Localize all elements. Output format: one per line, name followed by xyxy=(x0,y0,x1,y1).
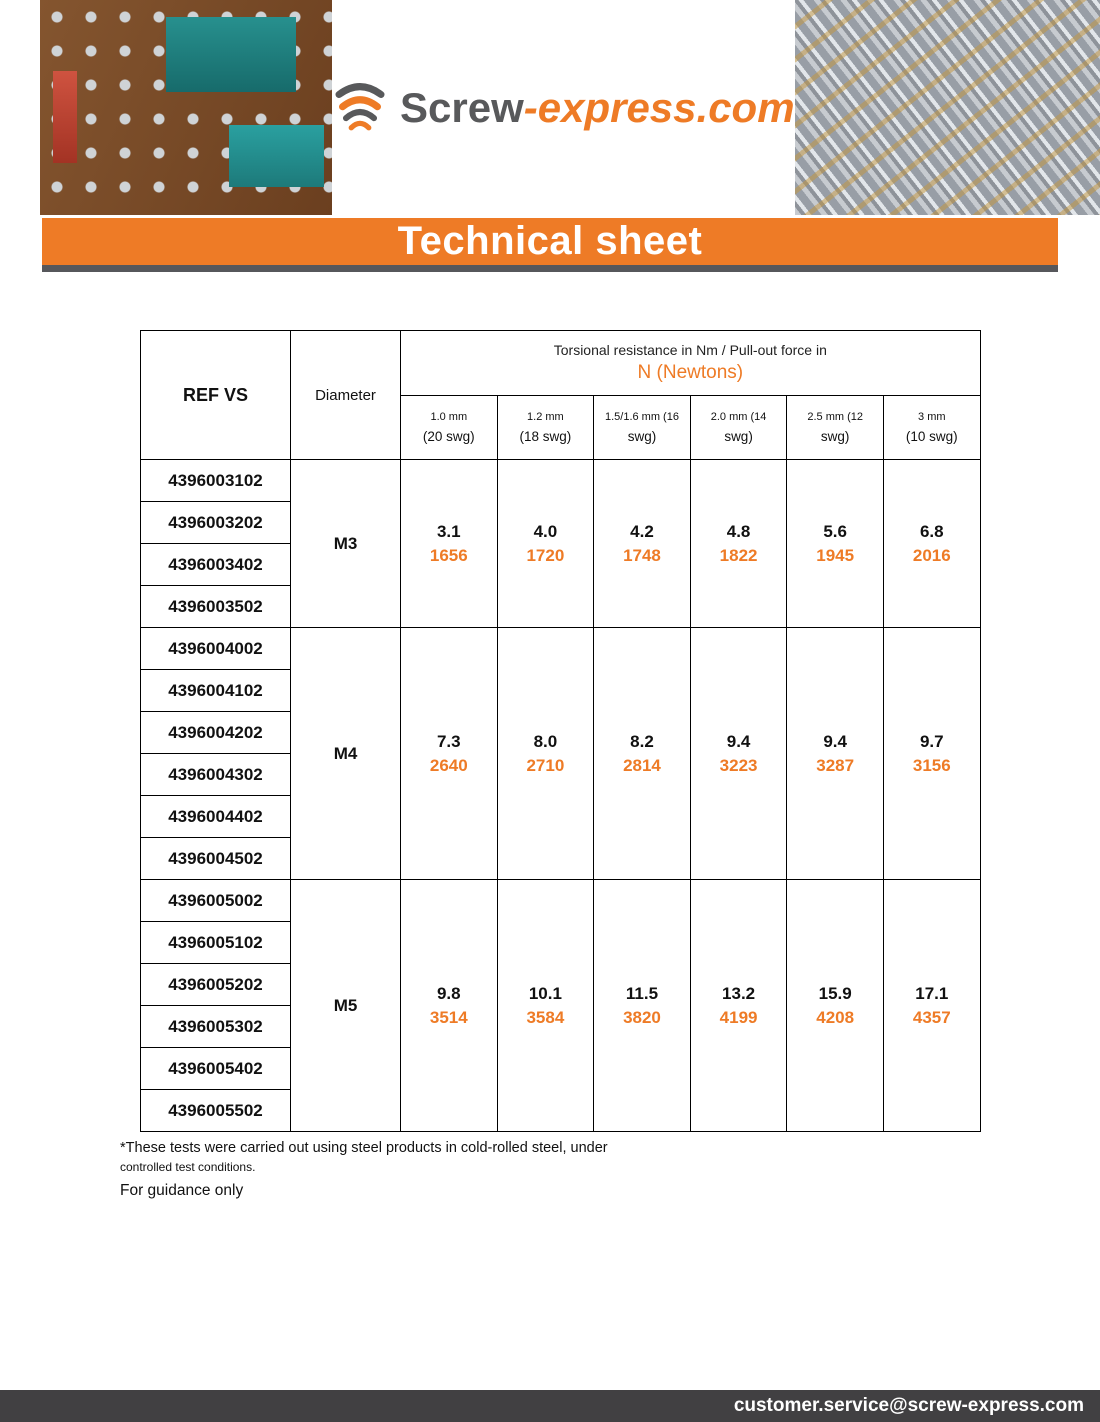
swg-label: (20 swg) xyxy=(422,429,475,444)
workbench-photo xyxy=(40,0,332,215)
value-cell xyxy=(690,880,787,1132)
pullout-value: 3820 xyxy=(623,1007,661,1027)
title-banner xyxy=(42,218,1058,272)
col-header-ref: REF VS xyxy=(141,331,291,460)
footnotes xyxy=(120,1140,608,1200)
ref-cell: 4396003102 xyxy=(141,460,291,502)
value-cell xyxy=(594,628,691,880)
swg-label: swg) xyxy=(724,429,753,444)
torque-value: 3.1 xyxy=(436,521,461,541)
torque-value: 11.5 xyxy=(625,983,659,1003)
footnote-line2: controlled test conditions. xyxy=(120,1160,256,1174)
table-header-row xyxy=(141,331,981,396)
ref-cell: 4396005002 xyxy=(141,880,291,922)
torque-value: 9.8 xyxy=(436,983,461,1003)
pullout-value: 4208 xyxy=(816,1007,855,1027)
torque-value: 9.4 xyxy=(726,731,751,751)
pullout-value: 3223 xyxy=(719,755,758,775)
ref-cell: 4396004402 xyxy=(141,796,291,838)
logo xyxy=(332,0,795,215)
col-header-thickness-5 xyxy=(787,396,884,460)
torque-value: 6.8 xyxy=(919,521,944,541)
value-cell xyxy=(497,460,594,628)
value-cell xyxy=(690,460,787,628)
swg-label: swg) xyxy=(820,429,850,444)
pullout-value: 3584 xyxy=(526,1007,565,1027)
footnote-line1: *These tests were carried out using steel products in cold-rolled steel, under xyxy=(120,1140,608,1156)
torque-value: 4.0 xyxy=(533,521,558,541)
table-row xyxy=(141,880,981,922)
span-header-line1: Torsional resistance in Nm / Pull-out force in xyxy=(553,342,827,358)
contact-email: customer.service@screw-express.com xyxy=(733,1395,1084,1416)
header xyxy=(40,0,1058,215)
pullout-value: 1945 xyxy=(816,545,855,565)
pullout-value: 4199 xyxy=(719,1007,758,1027)
thickness-label: 2.0 mm (14 xyxy=(710,411,767,423)
pullout-value: 2710 xyxy=(526,755,565,775)
value-cell xyxy=(690,628,787,880)
value-cell xyxy=(883,880,980,1132)
pullout-value: 2016 xyxy=(912,545,951,565)
logo-brand-dark: Screw xyxy=(400,83,524,131)
ref-cell: 4396004102 xyxy=(141,670,291,712)
ref-cell: 4396005402 xyxy=(141,1048,291,1090)
torque-value: 5.6 xyxy=(823,521,847,541)
ref-cell: 4396003202 xyxy=(141,502,291,544)
thickness-label: 1.0 mm xyxy=(430,411,468,423)
pullout-value: 3156 xyxy=(912,755,951,775)
col-header-thickness-1 xyxy=(401,396,498,460)
col-header-thickness-6 xyxy=(883,396,980,460)
ref-cell: 4396005102 xyxy=(141,922,291,964)
col-header-thickness-3 xyxy=(594,396,691,460)
value-cell xyxy=(401,460,498,628)
pullout-value: 1720 xyxy=(526,545,565,565)
pullout-value: 3514 xyxy=(429,1007,468,1027)
col-header-diameter: Diameter xyxy=(291,331,401,460)
footnote-line3: For guidance only xyxy=(120,1182,244,1199)
ref-cell: 4396004002 xyxy=(141,628,291,670)
thickness-label: 3 mm xyxy=(918,411,946,423)
torque-value: 9.7 xyxy=(919,731,944,751)
value-cell xyxy=(594,880,691,1132)
page-title: Technical sheet xyxy=(397,219,703,263)
ref-cell: 4396005302 xyxy=(141,1006,291,1048)
swg-label: (18 swg) xyxy=(519,429,572,444)
value-cell xyxy=(787,460,884,628)
value-cell xyxy=(883,460,980,628)
diameter-cell: M4 xyxy=(291,628,401,880)
value-cell xyxy=(497,880,594,1132)
pullout-value: 1748 xyxy=(623,545,661,565)
ref-cell: 4396005202 xyxy=(141,964,291,1006)
pullout-value: 4357 xyxy=(912,1007,951,1027)
pullout-value: 3287 xyxy=(816,755,855,775)
value-cell xyxy=(401,628,498,880)
technical-table xyxy=(140,330,981,1132)
ref-cell: 4396004302 xyxy=(141,754,291,796)
pullout-value: 2640 xyxy=(429,755,468,775)
screw-swoosh-icon xyxy=(332,77,388,138)
ref-cell: 4396003402 xyxy=(141,544,291,586)
ref-cell: 4396004502 xyxy=(141,838,291,880)
value-cell xyxy=(883,628,980,880)
diameter-cell: M5 xyxy=(291,880,401,1132)
torque-value: 8.0 xyxy=(533,731,558,751)
diameter-cell: M3 xyxy=(291,460,401,628)
logo-brand-orange: -express.com xyxy=(523,83,795,131)
ref-cell: 4396004202 xyxy=(141,712,291,754)
table-row xyxy=(141,460,981,502)
torque-value: 7.3 xyxy=(436,731,461,751)
value-cell xyxy=(787,628,884,880)
torque-value: 13.2 xyxy=(722,983,756,1003)
table-span-header xyxy=(401,331,981,396)
screws-photo xyxy=(795,0,1100,215)
swg-label: (10 swg) xyxy=(905,429,958,444)
footer-bar xyxy=(0,1390,1100,1422)
table-row xyxy=(141,628,981,670)
thickness-label: 1.2 mm xyxy=(527,411,564,423)
torque-value: 8.2 xyxy=(630,731,654,751)
torque-value: 9.4 xyxy=(823,731,847,751)
thickness-label: 1.5/1.6 mm (16 xyxy=(604,411,679,423)
span-header-line2: N (Newtons) xyxy=(637,362,744,383)
col-header-thickness-2 xyxy=(497,396,594,460)
torque-value: 15.9 xyxy=(818,983,852,1003)
torque-value: 4.2 xyxy=(630,521,654,541)
ref-cell: 4396005502 xyxy=(141,1090,291,1132)
pullout-value: 1822 xyxy=(719,545,758,565)
thickness-label: 2.5 mm (12 xyxy=(807,411,863,423)
pullout-value: 2814 xyxy=(623,755,661,775)
value-cell xyxy=(497,628,594,880)
logo-text xyxy=(400,84,795,132)
ref-cell: 4396003502 xyxy=(141,586,291,628)
torque-value: 17.1 xyxy=(915,983,949,1003)
swg-label: swg) xyxy=(627,429,657,444)
torque-value: 10.1 xyxy=(528,983,562,1003)
torque-value: 4.8 xyxy=(726,521,751,541)
pullout-value: 1656 xyxy=(429,545,468,565)
value-cell xyxy=(401,880,498,1132)
value-cell xyxy=(787,880,884,1132)
value-cell xyxy=(594,460,691,628)
col-header-thickness-4 xyxy=(690,396,787,460)
